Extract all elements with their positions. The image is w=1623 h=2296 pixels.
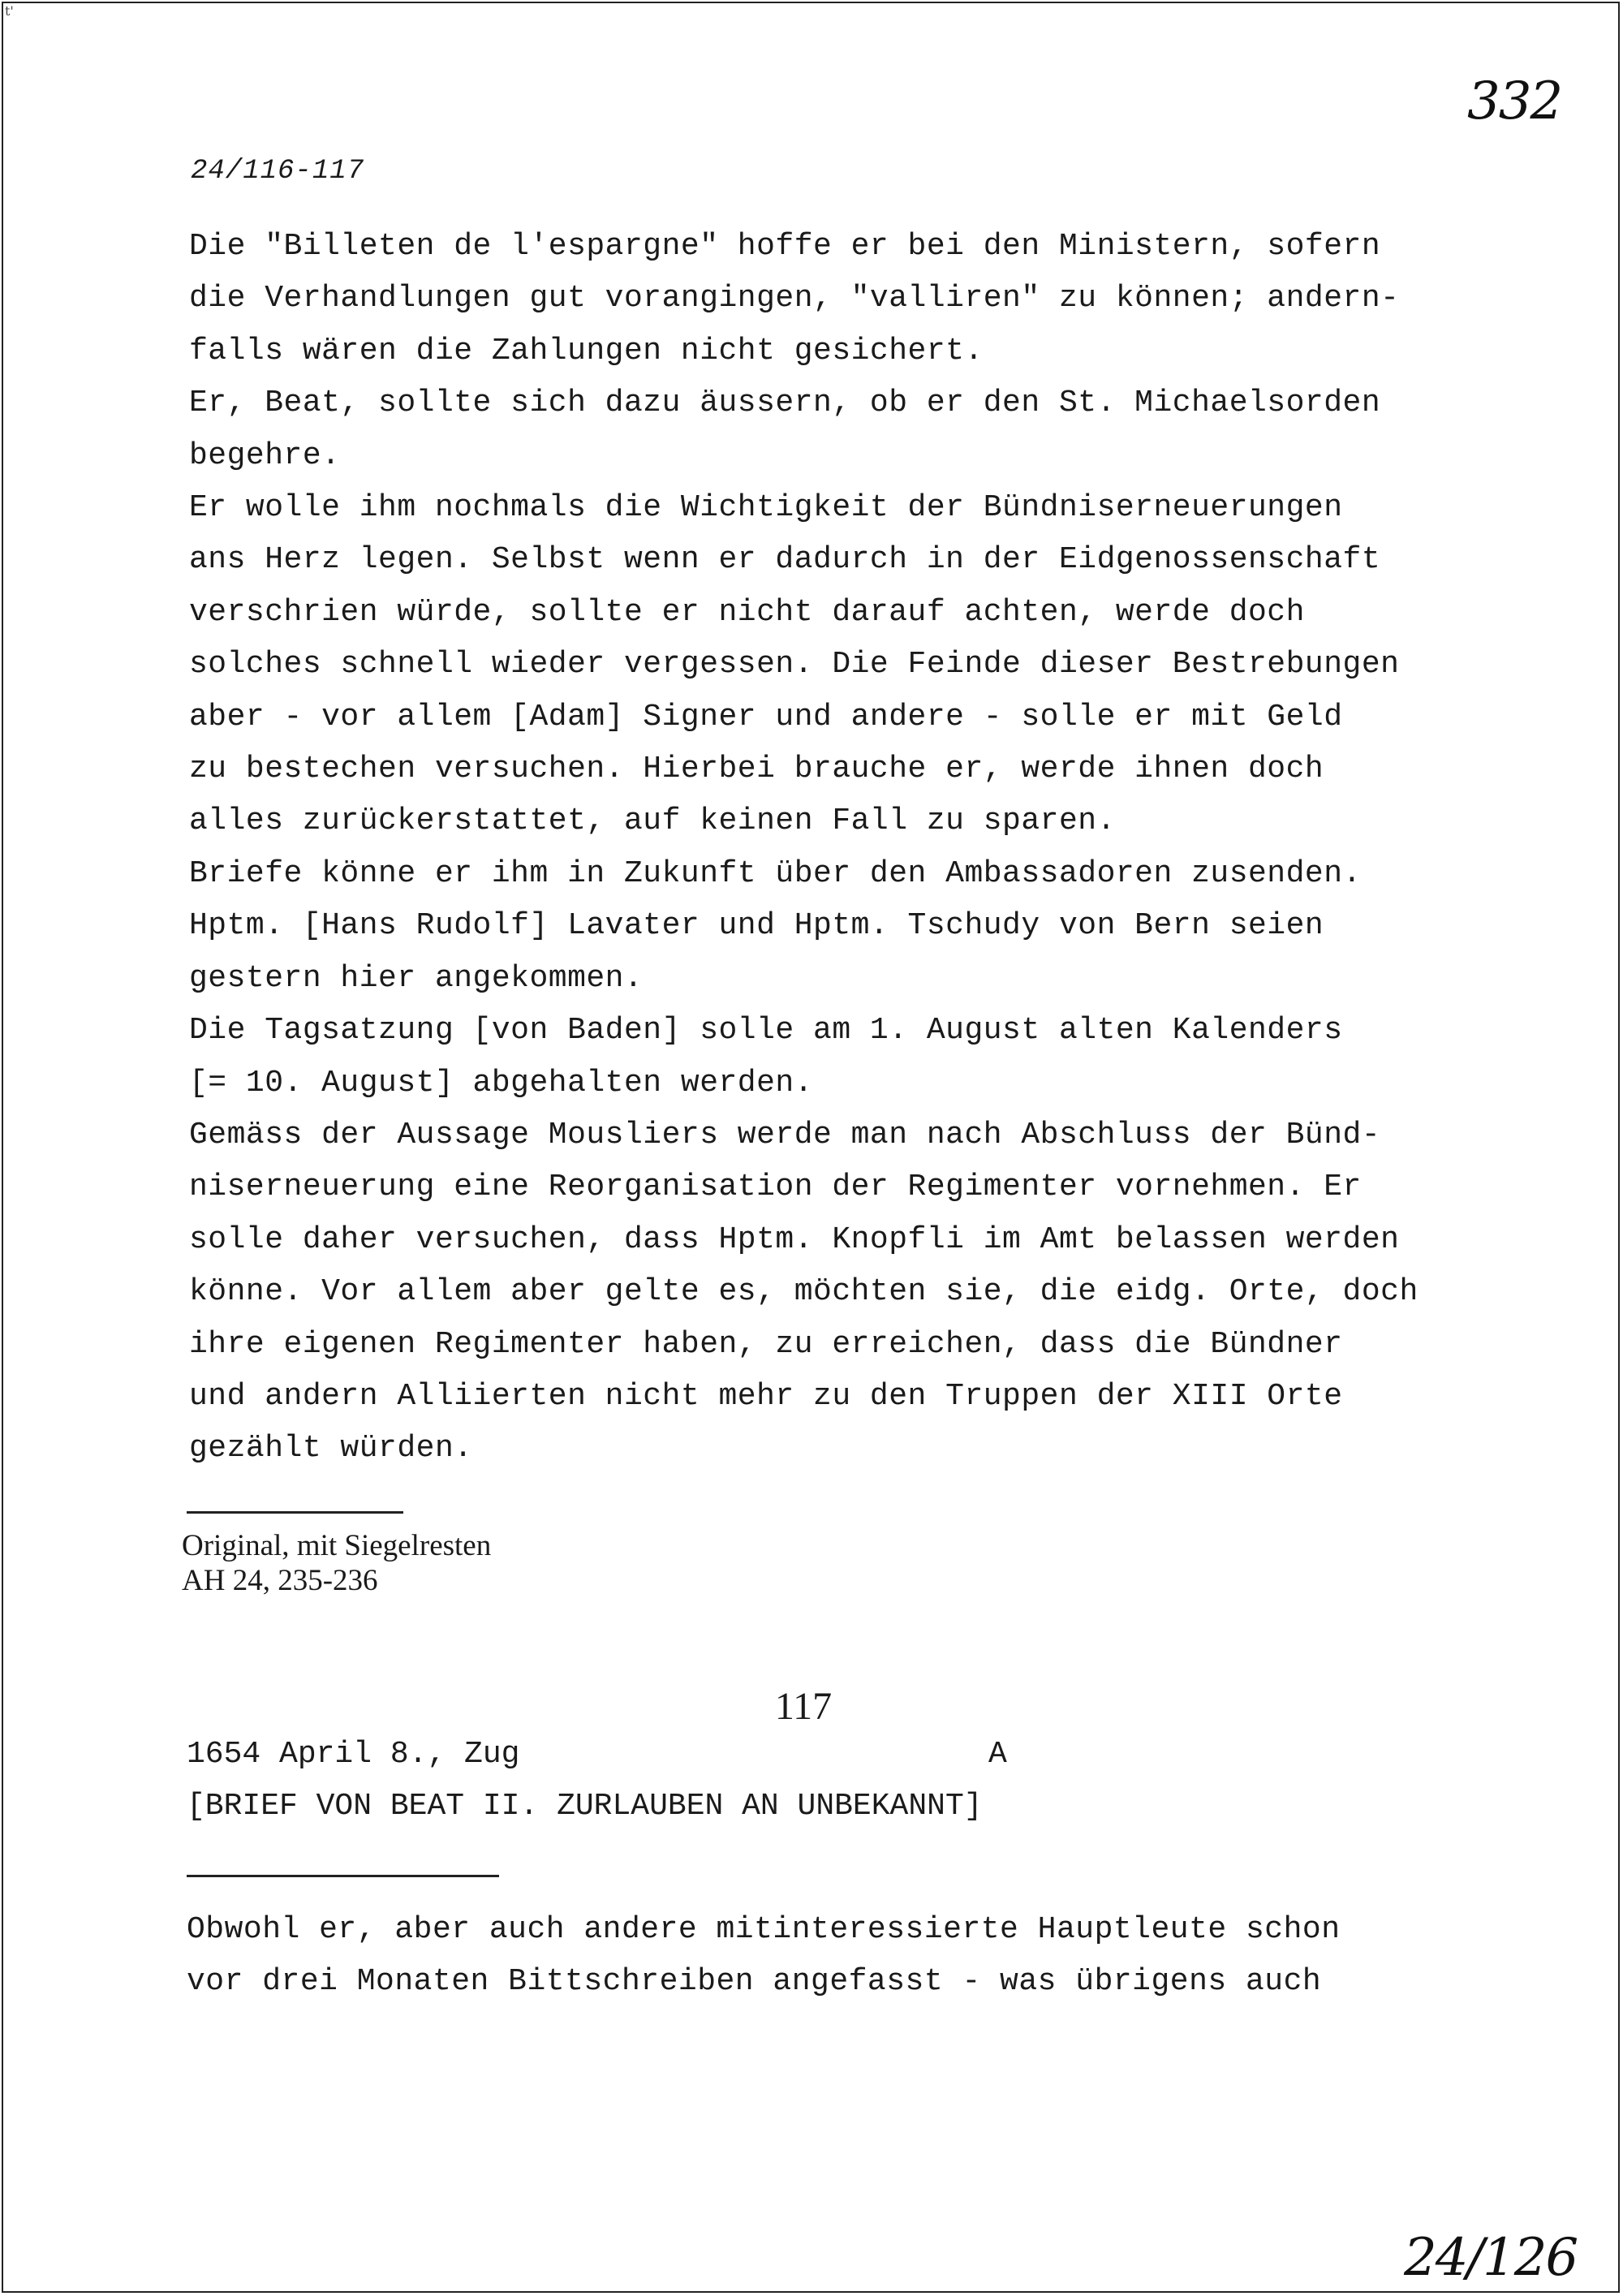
entry-line: Obwohl er, aber auch andere mitinteressierte Hauptleute schon	[187, 1912, 1341, 1947]
body-line: [= 10. August] abgehalten werden.	[189, 1065, 814, 1101]
body-line: Er, Beat, sollte sich dazu äussern, ob er den St. Michaelsorden	[189, 386, 1381, 421]
body-line: solle daher versuchen, dass Hptm. Knopfli im Amt belassen werden	[189, 1221, 1400, 1257]
body-line: Briefe könne er ihm in Zukunft über den Ambassadoren zusenden.	[189, 855, 1362, 891]
body-line: Hptm. [Hans Rudolf] Lavater und Hptm. Tschudy von Bern seien	[189, 908, 1324, 944]
body-line: begehre.	[189, 437, 341, 473]
entry-number: 117	[774, 1685, 833, 1728]
body-line: solches schnell wieder vergessen. Die Feinde dieser Bestrebungen	[189, 647, 1400, 683]
source-note-archive: AH 24, 235-236	[182, 1564, 378, 1597]
document-reference: 24/116-117	[191, 156, 365, 187]
body-line: und andern Alliierten nicht mehr zu den Truppen der XIII Orte	[189, 1378, 1343, 1414]
body-line: Die Tagsatzung [von Baden] solle am 1. August alten Kalenders	[189, 1013, 1343, 1049]
body-line: ans Herz legen. Selbst wenn er dadurch in der Eidgenossenschaft	[189, 542, 1381, 578]
corner-mark: t'	[5, 3, 14, 19]
body-line: könne. Vor allem aber gelte es, möchten sie, die eidg. Orte, doch	[189, 1274, 1419, 1310]
body-line: niserneuerung eine Reorganisation der Regimenter vornehmen. Er	[189, 1170, 1362, 1205]
entry-divider	[187, 1875, 499, 1877]
entry-text	[187, 1904, 1501, 2009]
entry-line: vor drei Monaten Bittschreiben angefasst - was übrigens auch	[187, 1964, 1322, 2000]
footnote-divider	[187, 1511, 403, 1514]
body-line: die Verhandlungen gut vorangingen, "valliren" zu können; andern-	[189, 281, 1400, 317]
body-text	[189, 221, 1504, 1475]
body-line: Die "Billeten de l'espargne" hoffe er bei den Ministern, sofern	[189, 229, 1381, 264]
body-line: gezählt würden.	[189, 1431, 473, 1467]
body-line: falls wären die Zahlungen nicht gesichert.	[189, 333, 984, 368]
entry-letter-marker: A	[988, 1737, 1007, 1772]
handwritten-archive-number: 24/126	[1404, 2228, 1578, 2288]
entry-title: [BRIEF VON BEAT II. ZURLAUBEN AN UNBEKANNT]	[187, 1789, 983, 1824]
body-line: ihre eigenen Regimenter haben, zu erreichen, dass die Bündner	[189, 1326, 1343, 1362]
body-line: Er wolle ihm nochmals die Wichtigkeit der Bündniserneuerungen	[189, 490, 1343, 526]
body-line: Gemäss der Aussage Mousliers werde man nach Abschluss der Bünd-	[189, 1117, 1381, 1152]
source-note	[182, 1528, 491, 1598]
body-line: gestern hier angekommen.	[189, 960, 644, 996]
body-line: alles zurückerstattet, auf keinen Fall zu sparen.	[189, 803, 1116, 839]
entry-date-place: 1654 April 8., Zug	[187, 1737, 520, 1772]
body-line: aber - vor allem [Adam] Signer und andere - solle er mit Geld	[189, 699, 1343, 734]
handwritten-page-number: 332	[1467, 71, 1562, 131]
body-line: verschrien würde, sollte er nicht darauf achten, werde doch	[189, 594, 1305, 630]
source-note-original: Original, mit Siegelresten	[182, 1529, 492, 1562]
body-line: zu bestechen versuchen. Hierbei brauche er, werde ihnen doch	[189, 752, 1324, 787]
